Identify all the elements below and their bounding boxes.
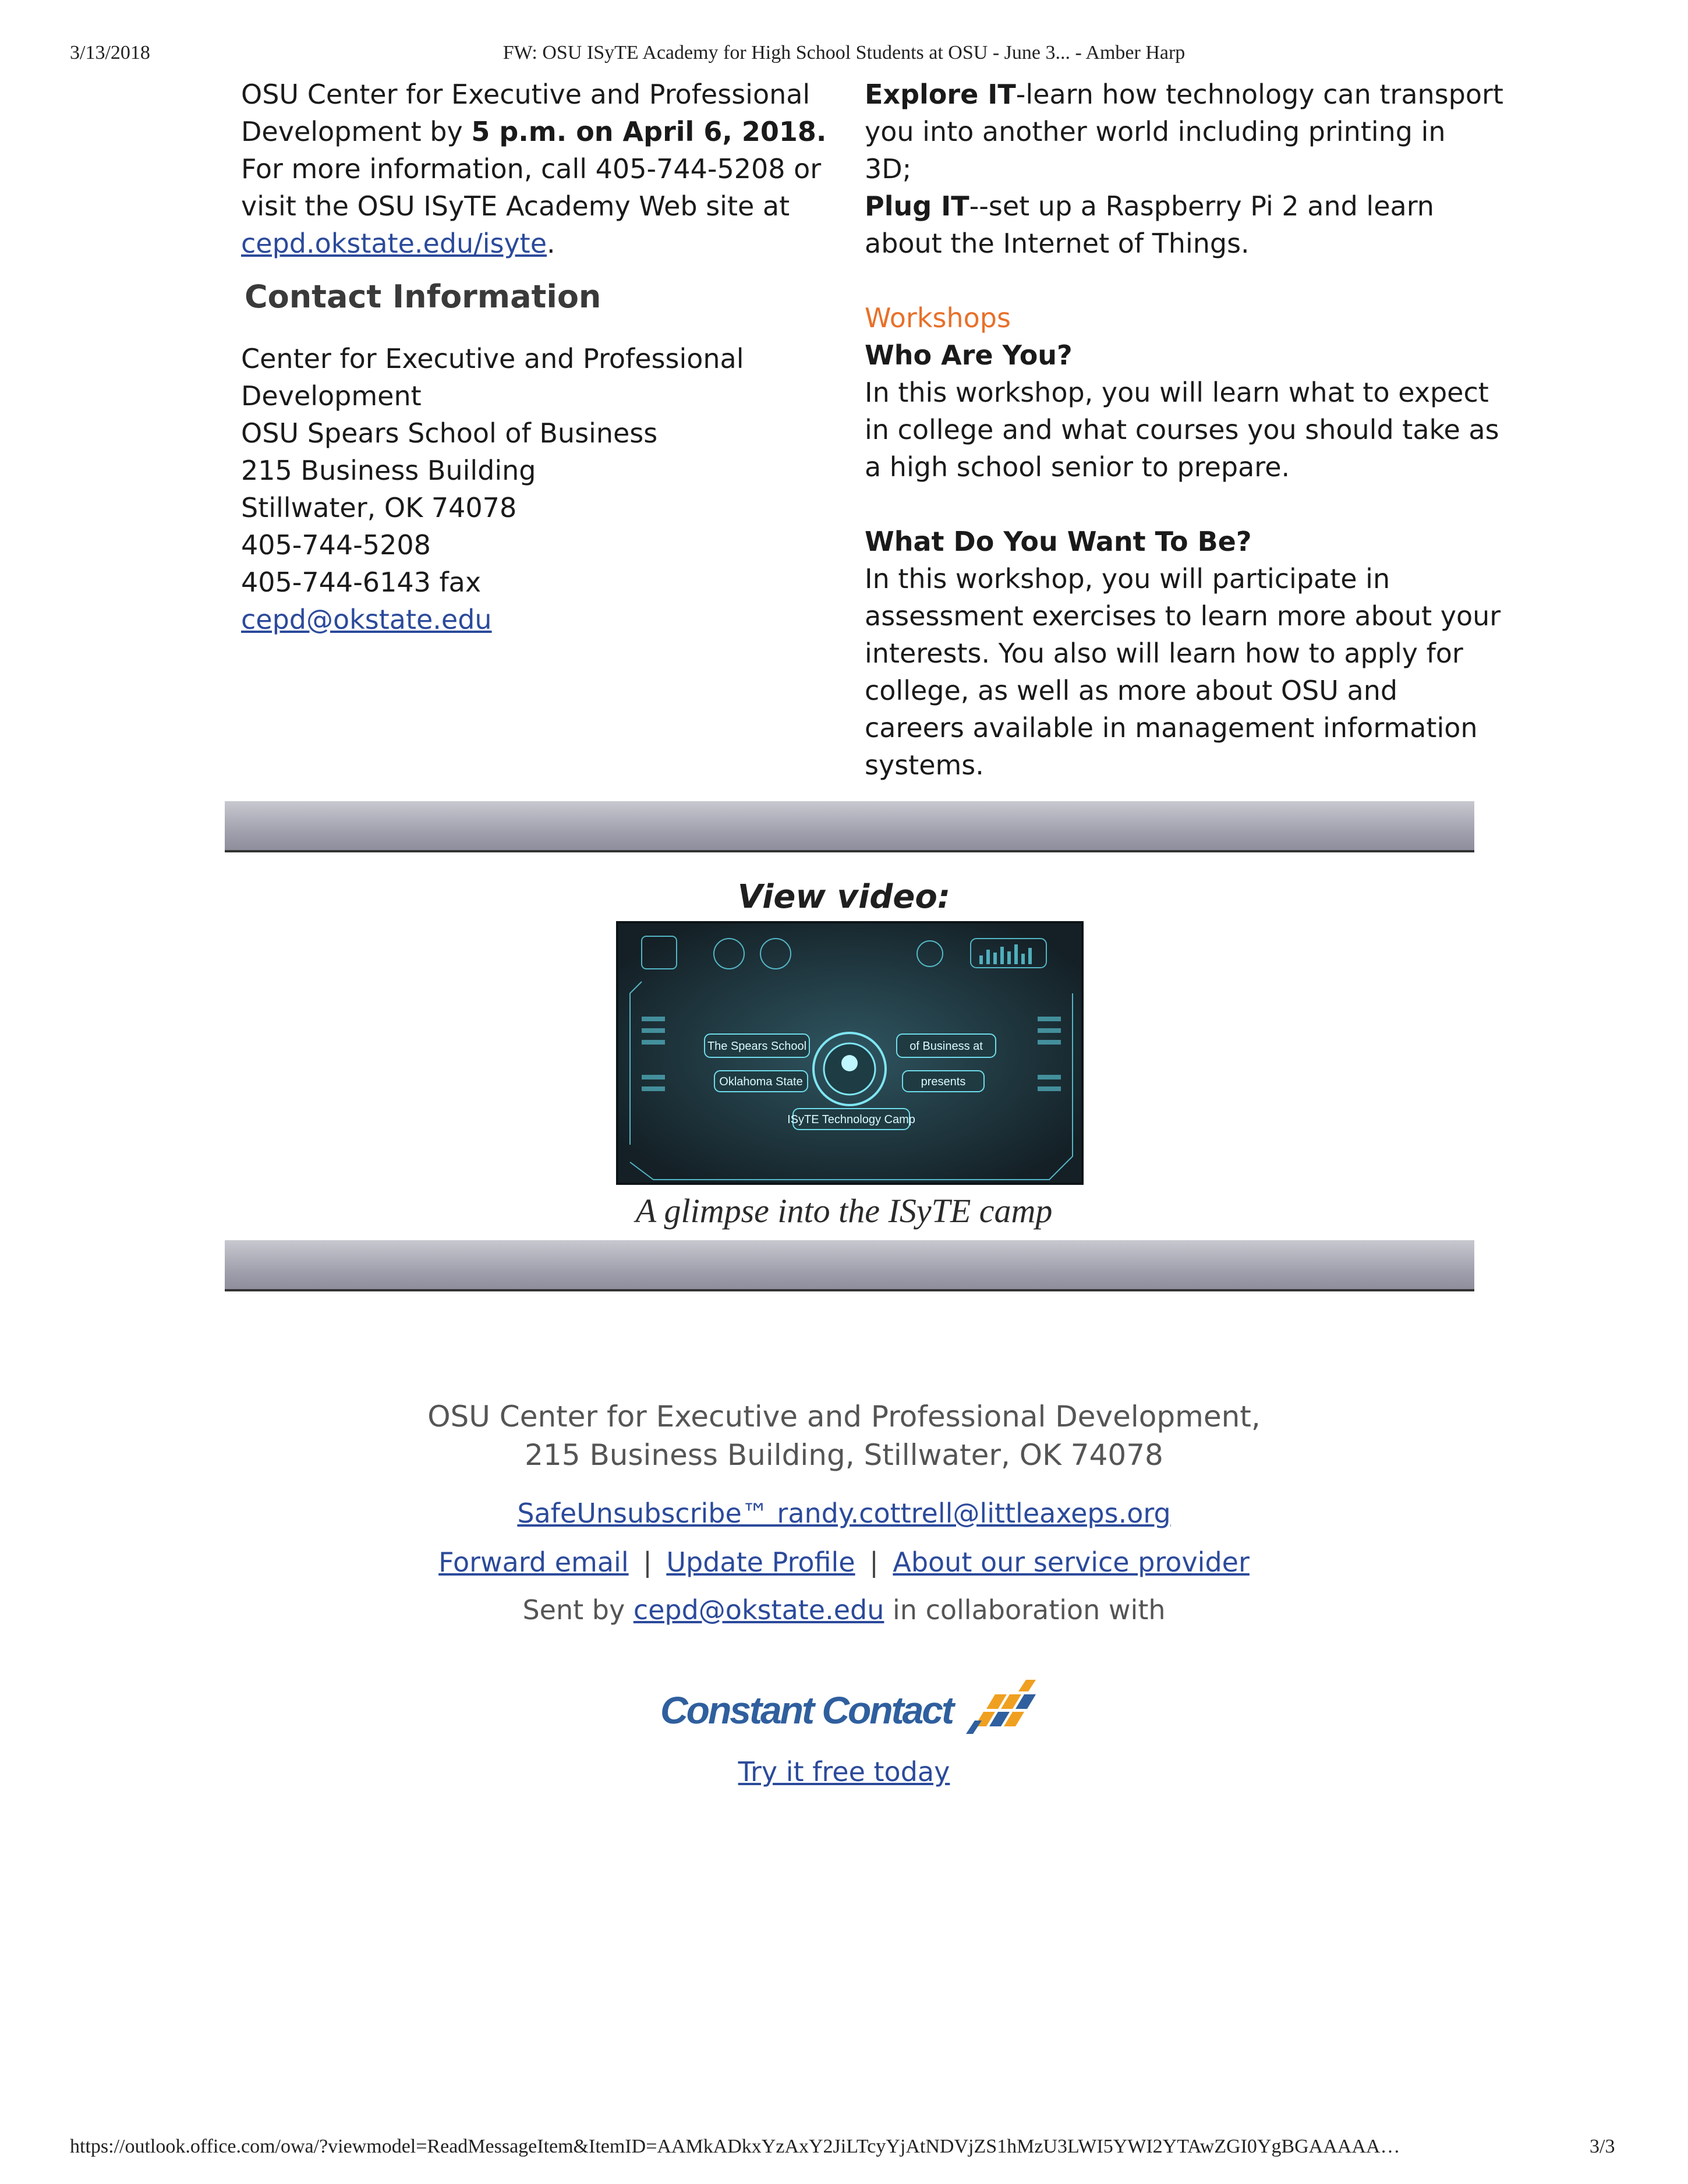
workshop-2-title: What Do You Want To Be? (865, 526, 1252, 557)
forward-email-link[interactable]: Forward email (438, 1546, 629, 1578)
about-provider-link[interactable]: About our service provider (893, 1546, 1250, 1578)
explore-line-3: 3D; (865, 153, 912, 185)
print-header-title: FW: OSU ISyTE Academy for High School Students at OSU - June 3... - Amber Harp (502, 42, 1186, 63)
contact-info (241, 340, 829, 638)
contact-line: Stillwater, OK 74078 (241, 492, 517, 523)
contact-line: OSU Spears School of Business (241, 417, 658, 449)
video-panel-text: presents (921, 1075, 966, 1088)
print-footer-page: 3/3 (1590, 2136, 1615, 2157)
contact-line: Center for Executive and Professional (241, 343, 744, 374)
contact-line: Development (241, 380, 422, 412)
contact-email-link[interactable]: cepd@okstate.edu (241, 604, 492, 635)
section-divider-bottom (225, 1240, 1474, 1291)
workshop-2-text: systems. (865, 749, 984, 781)
contact-heading: Contact Information (245, 278, 601, 315)
svg-text:Constant Contact: Constant Contact (660, 1689, 953, 1732)
video-panel-text: The Spears School (707, 1040, 807, 1053)
reg-line-2: Development by 5 p.m. on April 6, 2018. (241, 116, 827, 147)
plug-it-label: Plug IT (865, 190, 969, 222)
footer-address-line-2: 215 Business Building, Stillwater, OK 74078 (525, 1438, 1163, 1472)
workshop-2-text: college, as well as more about OSU and (865, 675, 1398, 706)
workshop-1-text: In this workshop, you will learn what to expect (865, 377, 1489, 408)
view-video-heading: View video: (737, 878, 951, 916)
link-separator: | (643, 1546, 652, 1578)
safe-unsubscribe-link[interactable]: SafeUnsubscribe™ randy.cottrell@littleaxeps.org (517, 1498, 1171, 1529)
video-caption: A glimpse into the ISyTE camp (635, 1192, 1053, 1230)
video-panel-text: of Business at (910, 1040, 983, 1053)
explore-line-1: Explore IT-learn how technology can transport (865, 79, 1503, 110)
reg-line-3: For more information, call 405-744-5208 or (241, 153, 822, 185)
section-divider-top (225, 801, 1474, 852)
video-thumbnail[interactable] (616, 921, 1084, 1185)
workshop-2-text: assessment exercises to learn more about your (865, 600, 1501, 632)
print-footer-url: https://outlook.office.com/owa/?viewmodel=ReadMessageItem&ItemID=AAMkADkxYzAxY2JiLTcyYjAtNDVjZS1hMzU3LWI5YWI2YTAwZGI0YgBGAAAAA… (70, 2136, 1400, 2157)
workshop-1-text: a high school senior to prepare. (865, 451, 1290, 483)
contact-fax: 405-744-6143 fax (241, 567, 482, 598)
reg-line-5: cepd.okstate.edu/isyte. (241, 228, 555, 259)
reg-deadline: 5 p.m. on April 6, 2018 (471, 116, 816, 147)
explore-line-2: you into another world including printing in (865, 116, 1446, 147)
try-free-link[interactable]: Try it free today (738, 1756, 950, 1787)
workshop-2-text: interests. You also will learn how to apply for (865, 638, 1463, 669)
contact-line: 215 Business Building (241, 455, 536, 486)
footer-address (0, 1397, 1688, 1474)
footer-links (0, 1546, 1688, 1578)
video-thumbnail-graphic (618, 923, 1081, 1183)
constant-contact-logo-graphic (660, 1677, 1039, 1741)
workshop-2-text: In this workshop, you will participate in (865, 563, 1390, 594)
link-separator: | (869, 1546, 879, 1578)
video-panel-text: Oklahoma State (719, 1075, 803, 1088)
activities-info (865, 76, 1503, 784)
sent-by-line: Sent by cepd@okstate.edu in collaboration with (522, 1594, 1166, 1626)
reg-line-1: OSU Center for Executive and Professional (241, 79, 811, 110)
plug-line-2: about the Internet of Things. (865, 228, 1250, 259)
video-panel-text: ISyTE Technology Camp (787, 1113, 915, 1126)
sent-by-email-link[interactable]: cepd@okstate.edu (633, 1594, 884, 1626)
footer-address-line-1: OSU Center for Executive and Professional Development, (427, 1400, 1261, 1433)
plug-line-1: Plug IT--set up a Raspberry Pi 2 and learn (865, 190, 1434, 222)
explore-it-label: Explore IT (865, 79, 1016, 110)
workshop-2-text: careers available in management information (865, 712, 1478, 744)
contact-phone: 405-744-5208 (241, 529, 431, 561)
isyte-website-link[interactable]: cepd.okstate.edu/isyte (241, 228, 547, 259)
reg-line-4: visit the OSU ISyTE Academy Web site at (241, 190, 790, 222)
constant-contact-logo[interactable] (660, 1677, 1039, 1741)
update-profile-link[interactable]: Update Profile (666, 1546, 855, 1578)
workshop-1-text: in college and what courses you should take as (865, 414, 1499, 445)
workshop-1-title: Who Are You? (865, 339, 1073, 371)
print-header-date: 3/13/2018 (70, 42, 150, 63)
registration-info (241, 76, 829, 262)
workshops-heading: Workshops (865, 302, 1011, 334)
